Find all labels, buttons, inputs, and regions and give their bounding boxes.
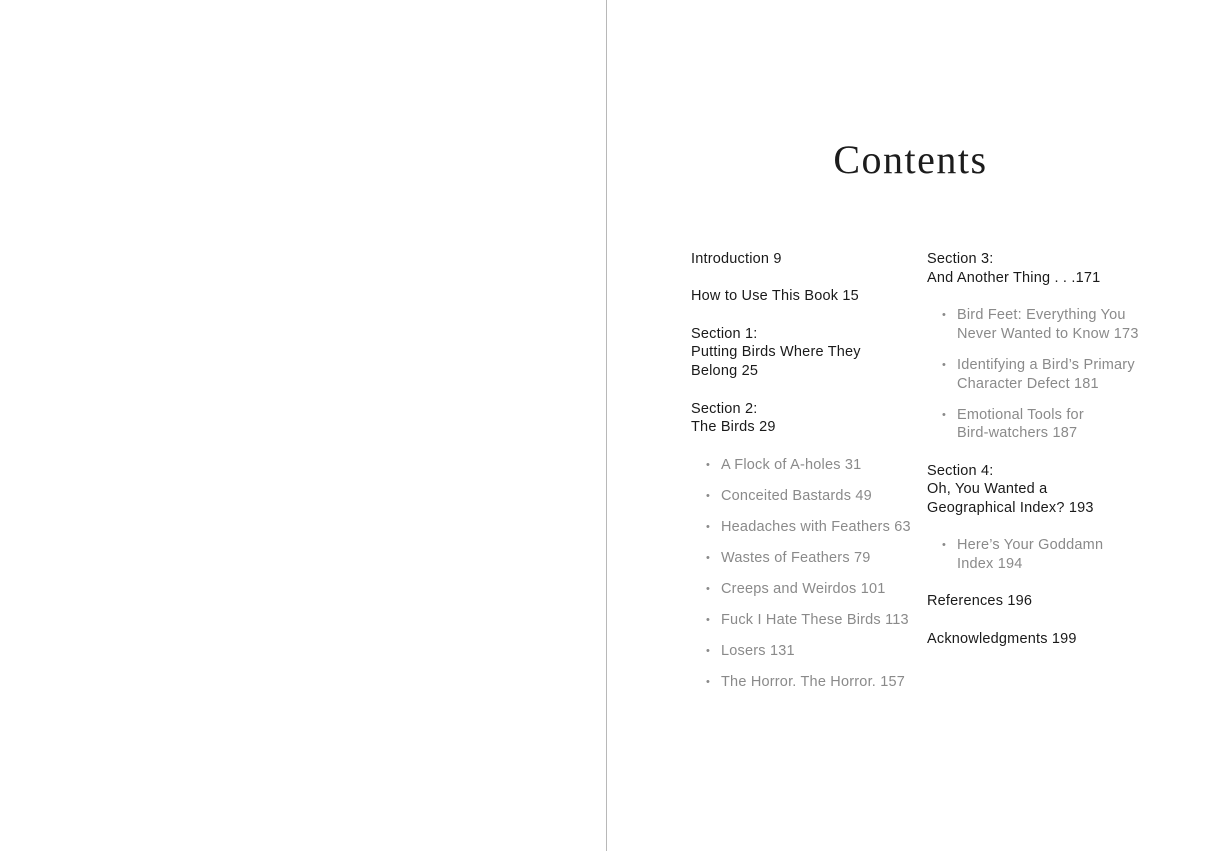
right-page (607, 0, 1214, 851)
toc-entry-line: Oh, You Wanted a (927, 481, 1048, 498)
bullet-icon: • (942, 358, 947, 371)
bullet-icon: • (706, 644, 711, 657)
toc-entry-line: And Another Thing . . .171 (927, 269, 1101, 286)
toc-subentry (927, 536, 1147, 573)
left-page (0, 0, 606, 851)
toc-subentry (691, 642, 921, 661)
toc-subentry-line: Here’s Your Goddamn (957, 537, 1104, 554)
toc-subentry (691, 611, 921, 630)
bullet-icon: • (942, 408, 947, 421)
toc-subentry (691, 580, 921, 599)
toc-entry-line: Acknowledgments 199 (927, 630, 1077, 647)
toc-subentry-line: Bird-watchers 187 (957, 425, 1078, 442)
toc-subentry-line: A Flock of A-holes 31 (721, 456, 862, 473)
toc-sublist (691, 456, 921, 692)
toc-subentry (927, 356, 1147, 393)
toc-left-column (691, 250, 921, 710)
toc-entry-line: Section 1: (691, 325, 758, 342)
toc-entry (691, 400, 921, 437)
toc-subentry-line: Never Wanted to Know 173 (957, 325, 1139, 342)
bullet-icon: • (706, 520, 711, 533)
toc-subentry (691, 518, 921, 537)
bullet-icon: • (706, 489, 711, 502)
toc-entry (927, 592, 1147, 611)
toc-subentry-line: Headaches with Feathers 63 (721, 518, 911, 535)
bullet-icon: • (706, 613, 711, 626)
toc-entry (691, 287, 921, 306)
toc-entry-line: Belong 25 (691, 363, 759, 380)
page-title: Contents (833, 137, 988, 182)
toc-subentry-line: Emotional Tools for (957, 406, 1084, 423)
toc-entry-line: References 196 (927, 593, 1033, 610)
toc-subentry-line: Bird Feet: Everything You (957, 307, 1126, 324)
toc-subentry (691, 456, 921, 475)
toc-entry (691, 325, 921, 381)
toc-subentry-line: Index 194 (957, 556, 1023, 573)
toc-entry-line: The Birds 29 (691, 419, 776, 436)
toc-entry (691, 250, 921, 269)
bullet-icon: • (942, 309, 947, 322)
toc-subentry (691, 487, 921, 506)
toc-entry (927, 250, 1147, 287)
toc-subentry (927, 306, 1147, 343)
toc-subentry-line: Losers 131 (721, 642, 795, 659)
bullet-icon: • (706, 675, 711, 688)
toc-subentry-line: Creeps and Weirdos 101 (721, 580, 886, 597)
bullet-icon: • (706, 458, 711, 471)
toc-subentry (691, 549, 921, 568)
toc-subentry-line: Character Defect 181 (957, 375, 1099, 392)
toc-subentry-line: Wastes of Feathers 79 (721, 549, 871, 566)
toc-subentry (927, 406, 1147, 443)
toc-subentry-line: The Horror. The Horror. 157 (721, 673, 906, 690)
toc-sublist (927, 306, 1147, 443)
bullet-icon: • (706, 551, 711, 564)
toc-entry-line: Introduction 9 (691, 251, 782, 267)
toc-subentry-line: Conceited Bastards 49 (721, 487, 872, 504)
bullet-icon: • (706, 582, 711, 595)
toc-entry-line: Section 3: (927, 251, 994, 267)
toc-entry (927, 462, 1147, 518)
bullet-icon: • (942, 539, 947, 552)
toc-sublist (927, 536, 1147, 573)
toc-right-column (927, 250, 1147, 667)
toc-subentry-line: Identifying a Bird’s Primary (957, 356, 1135, 373)
toc-entry-line: Section 2: (691, 400, 758, 417)
toc-entry-line: How to Use This Book 15 (691, 288, 859, 305)
toc-entry (927, 630, 1147, 649)
toc-subentry (691, 673, 921, 692)
toc-entry-line: Geographical Index? 193 (927, 500, 1094, 516)
toc-entry-line: Section 4: (927, 462, 994, 479)
toc-subentry-line: Fuck I Hate These Birds 113 (721, 611, 909, 628)
toc-entry-line: Putting Birds Where They (691, 344, 861, 361)
